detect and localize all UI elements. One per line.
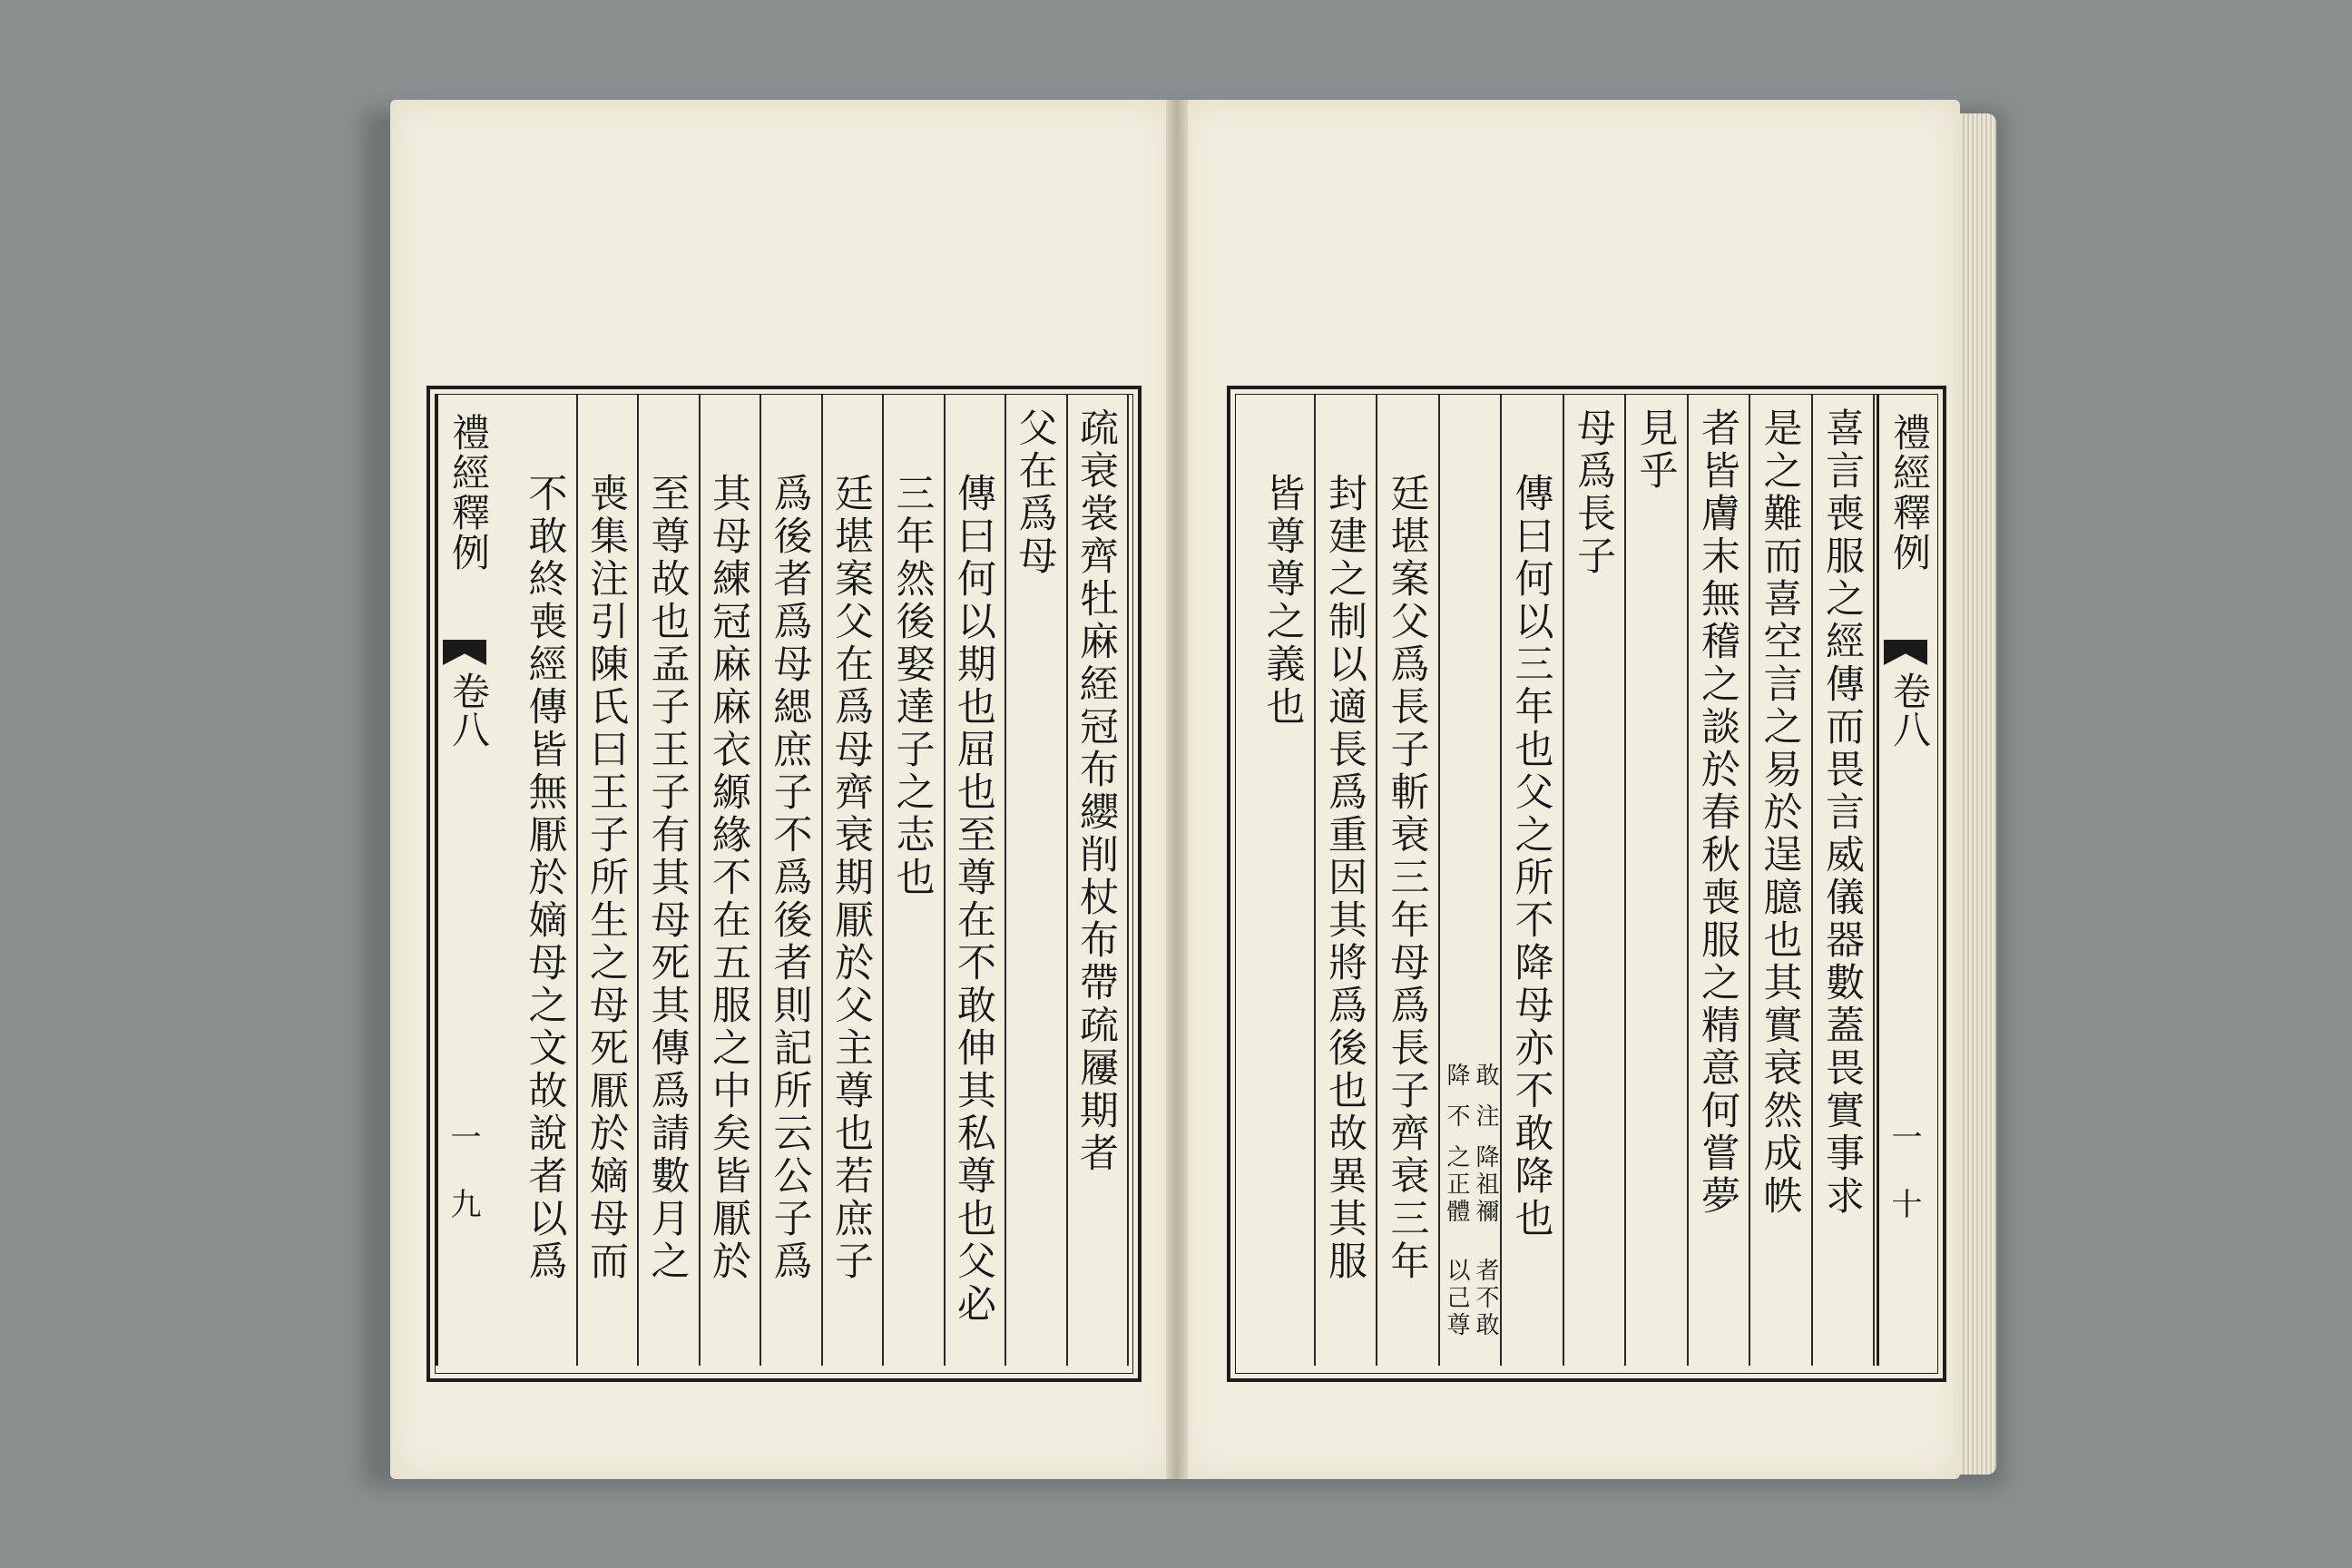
left-text-column: 傳曰何以期也屈也至尊在不敢伸其私尊也父必 (946, 395, 1007, 1366)
right-note-line: 注不 (1443, 1103, 1499, 1131)
right-text-column: 廷堪案父爲長子斬衰三年母爲長子齊衰三年 (1377, 395, 1440, 1366)
left-text-column: 喪集注引陳氏曰王子所生之母死厭於嫡母而 (578, 395, 640, 1366)
left-text-column: 爲後者爲母緦庶子不爲後者則記所云公子爲 (761, 395, 823, 1366)
right-text-column (1440, 395, 1503, 1366)
right-text-column: 傳曰何以三年也父之所不降母亦不敢降也 (1502, 395, 1564, 1366)
left-margin-title: 禮經釋例 (446, 413, 491, 573)
right-margin-leaf: 一 十 (1886, 1121, 1922, 1219)
right-text-column: 是之難而喜空言之易於逞臆也其實衰然成帙 (1750, 395, 1813, 1366)
right-note-line: 敢降 (1443, 1063, 1499, 1090)
right-annotation-line: 降祖禰之正體 (1443, 1144, 1499, 1226)
right-margin-juan: 卷八 (1887, 671, 1932, 748)
right-annotation-line: 者不敢以己尊 (1443, 1258, 1499, 1339)
left-text-column: 疏衰裳齊牡麻絰冠布纓削杖布帶疏屨期者 (1068, 395, 1130, 1366)
right-text-column: 封建之制以適長爲重因其將爲後也故異其服 (1316, 395, 1378, 1366)
left-fold-margin (436, 395, 495, 1366)
left-text-column: 廷堪案父在爲母齊衰期厭於父主尊也若庶子 (823, 395, 885, 1366)
left-text-column: 其母練冠麻麻衣縓緣不在五服之中矣皆厭於 (701, 395, 762, 1366)
book-gutter (1166, 100, 1188, 1479)
right-fold-margin (1877, 395, 1936, 1366)
left-text-column: 父在爲母 (1006, 395, 1068, 1366)
right-text-column: 皆尊尊之義也 (1253, 395, 1316, 1366)
left-text-column: 至尊故也孟子王子有其母死其傳爲請數月之 (639, 395, 701, 1366)
left-margin-juan: 卷八 (446, 671, 491, 748)
left-margin-leaf: 一 九 (445, 1121, 481, 1219)
right-text-column: 喜言喪服之經傳而畏言威儀器數蓋畏實事求 (1813, 395, 1876, 1366)
right-text-column: 母爲長子 (1564, 395, 1627, 1366)
right-margin-title: 禮經釋例 (1887, 413, 1932, 573)
left-text-column: 三年然後娶達子之志也 (884, 395, 946, 1366)
right-text-column: 者皆膚末無稽之談於春秋喪服之精意何嘗夢 (1689, 395, 1751, 1366)
left-text-column: 不敢終喪經傳皆無厭於嫡母之文故說者以爲 (516, 395, 578, 1366)
right-text-column: 見乎 (1626, 395, 1689, 1366)
